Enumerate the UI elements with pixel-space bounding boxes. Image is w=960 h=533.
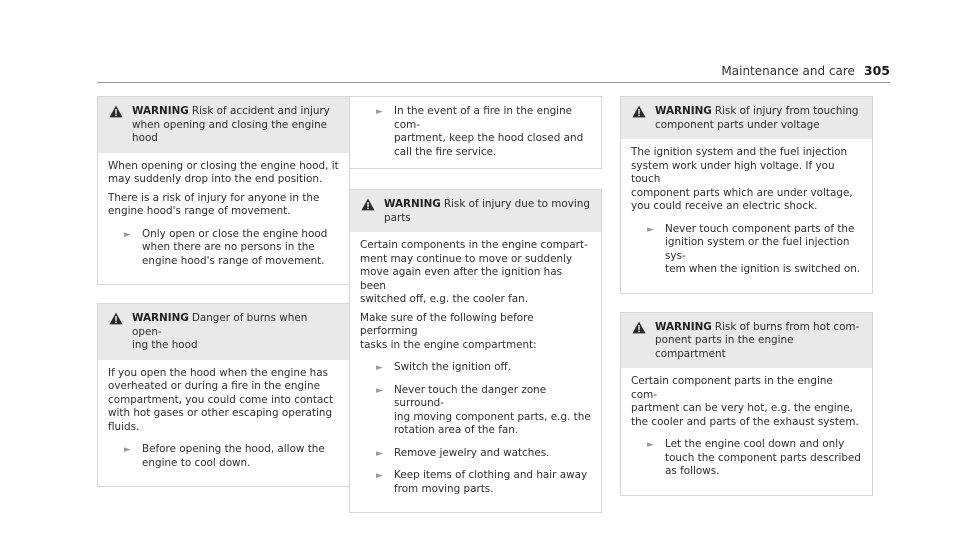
arrow-right-icon: ► [376,448,383,459]
warning-body [98,360,349,487]
text-line: Certain components in the engine compart- [360,239,588,251]
text-line: Remove jewelry and watches. [394,446,550,459]
text-line: with hot gases or other escaping operating [108,407,333,419]
paragraph [631,146,862,214]
text-line: When opening or closing the engine hood, it [108,159,339,172]
text-line: If you open the hood when the engine has [108,366,329,379]
text-line: Risk of injury from touching [714,105,859,117]
warning-box [620,96,873,294]
text-line: component parts which are under voltage, [631,186,853,199]
paragraph [108,367,339,435]
warning-triangle-icon [109,105,123,118]
text-line: system work under high voltage. If you touch [631,159,835,185]
paragraph [108,192,339,219]
warning-header [98,304,349,360]
warning-box [97,303,350,487]
paragraph [631,375,862,429]
text-line: tem when the ignition is switched on. [665,263,861,275]
warning-label: WARNING [655,105,712,117]
text-line: Only open or close the engine hood [142,227,328,240]
text-line: move again even after the ignition has been [360,266,563,292]
text-line: partment, keep the hood closed and [394,132,584,144]
text-line: Let the engine cool down and only [665,438,845,450]
text-line: Keep items of clothing and hair away [394,469,588,481]
warning-label: WARNING [132,105,189,117]
text-line: component parts under voltage [655,118,820,131]
text-line: touch the component parts described [665,451,861,464]
text-line: hood [132,132,158,144]
warning-label: WARNING [384,198,441,210]
text-line: the cooler and parts of the exhaust system. [631,415,859,428]
text-line: Certain component parts in the engine com- [631,375,833,401]
text-line: Switch the ignition off. [394,361,511,373]
text-line: ment may continue to move or suddenly [360,252,573,265]
text-line: fluids. [108,420,140,433]
warning-header [350,190,601,232]
text-line: ing moving component parts, e.g. the [394,410,591,423]
text-line: Danger of burns when open- [132,312,308,338]
text-line: you could receive an electric shock. [631,200,818,212]
warning-triangle-icon [109,312,123,325]
text-line: In the event of a fire in the engine com- [394,105,573,131]
column-3 [620,96,873,514]
text-line: Risk of accident and injury [191,105,330,117]
text-line: engine hood's range of movement. [108,205,291,217]
text-line: There is a risk of injury for anyone in the [108,191,320,204]
warning-header [98,97,349,153]
page-number: 305 [863,63,890,78]
header-divider [97,82,890,83]
section-title: Maintenance and care [721,64,855,78]
text-line: parts [384,211,411,224]
text-line: ing the hood [132,339,198,351]
instruction-step [360,447,591,461]
text-line: engine hood's range of movement. [142,254,325,267]
text-line: tasks in the engine compartment: [360,338,537,351]
text-line: rotation area of the fan. [394,424,519,436]
text-line: as follows. [665,465,720,477]
instruction-step [360,105,591,159]
text-line: Make sure of the following before performing [360,311,534,337]
text-line: Risk of injury due to moving [443,198,590,210]
warning-body [621,139,872,293]
text-line: overheated or during a fire in the engine [108,380,320,392]
warning-triangle-icon [632,105,646,118]
arrow-right-icon: ► [376,471,383,481]
text-line: switched off, e.g. the cooler fan. [360,293,529,305]
arrow-right-icon: ► [647,224,654,235]
warning-body [621,368,872,495]
text-line: when there are no persons in the [142,241,315,253]
arrow-right-icon: ► [647,440,654,450]
instruction-step [360,361,591,375]
arrow-right-icon: ► [376,107,383,117]
text-line: when opening and closing the engine [132,118,328,131]
text-line: Never touch component parts of the [665,222,855,235]
instruction-step [108,228,339,269]
text-line: The ignition system and the fuel injection [631,146,848,158]
warning-triangle-icon [361,198,375,211]
text-line: Never touch the danger zone surround- [394,383,547,409]
instruction-box [349,96,602,169]
text-line: ignition system or the fuel injection sys- [665,236,850,262]
instruction-step [631,223,862,277]
text-line: Before opening the hood, allow the [142,443,325,455]
arrow-right-icon: ► [124,445,131,455]
paragraph [108,160,339,187]
instruction-step [631,438,862,479]
text-line: may suddenly drop into the end position. [108,173,323,185]
text-line: partment can be very hot, e.g. the engine, [631,402,853,414]
warning-label: WARNING [655,320,712,333]
arrow-right-icon: ► [124,229,131,240]
warning-triangle-icon [632,321,646,334]
warning-body [350,232,601,512]
warning-box [620,312,873,496]
column-1 [97,96,350,505]
text-line: ponent parts in the engine compartment [655,334,794,360]
arrow-right-icon: ► [376,363,383,373]
warning-header [621,97,872,139]
text-line: compartment, you could come into contact [108,393,334,406]
text-line: engine to cool down. [142,456,251,469]
text-line: from moving parts. [394,482,494,495]
text-line: Risk of burns from hot com- [714,320,860,333]
column-2 [349,96,602,531]
warning-header [621,313,872,369]
warning-box [97,96,350,285]
warning-box [349,189,602,513]
paragraph [360,239,591,307]
paragraph [360,312,591,353]
instruction-step [360,384,591,438]
warning-label: WARNING [132,312,189,324]
instruction-step [108,443,339,470]
warning-body [98,153,349,285]
instruction-step [360,469,591,496]
page-header [721,63,890,79]
arrow-right-icon: ► [376,385,383,396]
text-line: call the fire service. [394,145,497,158]
